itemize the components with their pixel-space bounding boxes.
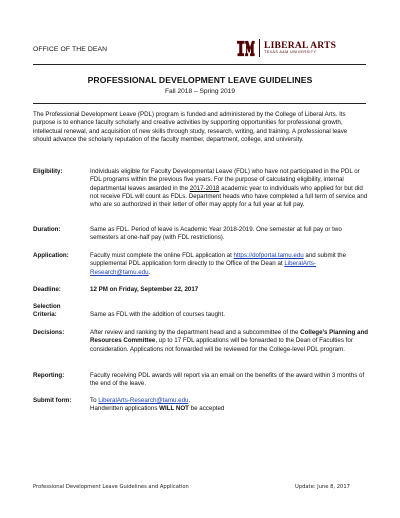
- eligibility-year: 2017-2018: [189, 184, 220, 192]
- reporting-label: Reporting:: [33, 372, 65, 379]
- deadline-label: Deadline:: [33, 286, 61, 293]
- logo-subtitle: TEXAS A&M UNIVERSITY: [264, 50, 317, 55]
- dof-portal-link[interactable]: https://dofportal.tamu.edu: [233, 252, 304, 259]
- atm-logo-icon: [236, 39, 255, 58]
- application-label: Application:: [33, 252, 69, 259]
- page-title: PROFESSIONAL DEVELOPMENT LEAVE GUIDELINES: [87, 75, 313, 85]
- eligibility-label: Eligibility:: [33, 168, 63, 175]
- submit-email-link[interactable]: LiberalArts-Research@tamu.edu: [98, 397, 189, 404]
- liberal-arts-logo: [236, 37, 336, 59]
- header-rule: [33, 64, 366, 65]
- logo-title: LIBERAL ARTS: [264, 39, 337, 51]
- duration-label: Duration:: [33, 226, 61, 233]
- application-text: Faculty must complete the online FDL application at https://dofportal.tamu.edu and submit the supplemental PDL application form directly to the Office of the Dean at LiberalArts-Research@tamu.edu.: [90, 252, 347, 276]
- page-subtitle: Fall 2018 – Spring 2019: [164, 88, 236, 95]
- committee-name: College’s Planning and Resources Committee: [90, 329, 368, 345]
- decisions-text: After review and ranking by the department head and a subcommittee of the College’s Planning and Resources Committee, up to 17 FDL applications will be forwarded to the Dean of Faculties for consideration. Applications not forwarded will be reviewed for the College-level PDL program.: [90, 329, 368, 353]
- submit-label: Submit form:: [33, 397, 72, 404]
- eligibility-text: Individuals eligible for Faculty Developmental Leave (FDL) who have not participated in the PDL or FDL programs within the previous five years. For the purpose of calculating eligibility, internal departmental leaves awarded in the 2017-2018 academic year to individuals who applied for but did not receive FDL will count as FDLs. Department heads who have completed a full term of service and who are so authorized in their letter of offer may apply for a full year at full pay.: [90, 168, 368, 209]
- decisions-label: Decisions:: [33, 329, 65, 336]
- research-email-link[interactable]: LiberalArts-Research@tamu.edu: [90, 260, 316, 276]
- logo-divider: [259, 39, 260, 57]
- will-not-text: WILL NOT: [159, 405, 189, 413]
- intro-paragraph: The Professional Development Leave (PDL) program is funded and administered by the College of Liberal Arts. Its purpose is to enhance faculty scholarly and creative activities by supporting opportunities for professional growth, intellectual renewal, and acquisition of new skills through study, research, writing, and training. A professional leave should advance the scholarly reputation of the faculty member, department, college, and university.: [33, 111, 348, 143]
- selection-text: Same as FDL with the addition of courses taught.: [90, 311, 225, 319]
- title-rule: [33, 103, 366, 104]
- duration-text: Same as FDL. Period of leave is Academic Year 2018-2019. One semester at full pay or two semesters at one-half pay (with FDL restrictions).: [90, 226, 342, 242]
- submit-text: To LiberalArts-Research@tamu.edu. Handwritten applications WILL NOT be accepted: [90, 397, 225, 413]
- selection-label: Selection Criteria:: [33, 303, 61, 319]
- office-heading: OFFICE OF THE DEAN: [33, 46, 108, 53]
- reporting-text: Faculty receiving PDL awards will report via an email on the benefits of the award within 3 months of the end of the leave.: [90, 372, 365, 388]
- deadline-text: 12 PM on Friday, September 22, 2017: [90, 286, 199, 293]
- footer-document-title: Professional Development Leave Guidelines and Application: [33, 484, 189, 490]
- footer-update-date: Update: June 8, 2017: [295, 484, 350, 490]
